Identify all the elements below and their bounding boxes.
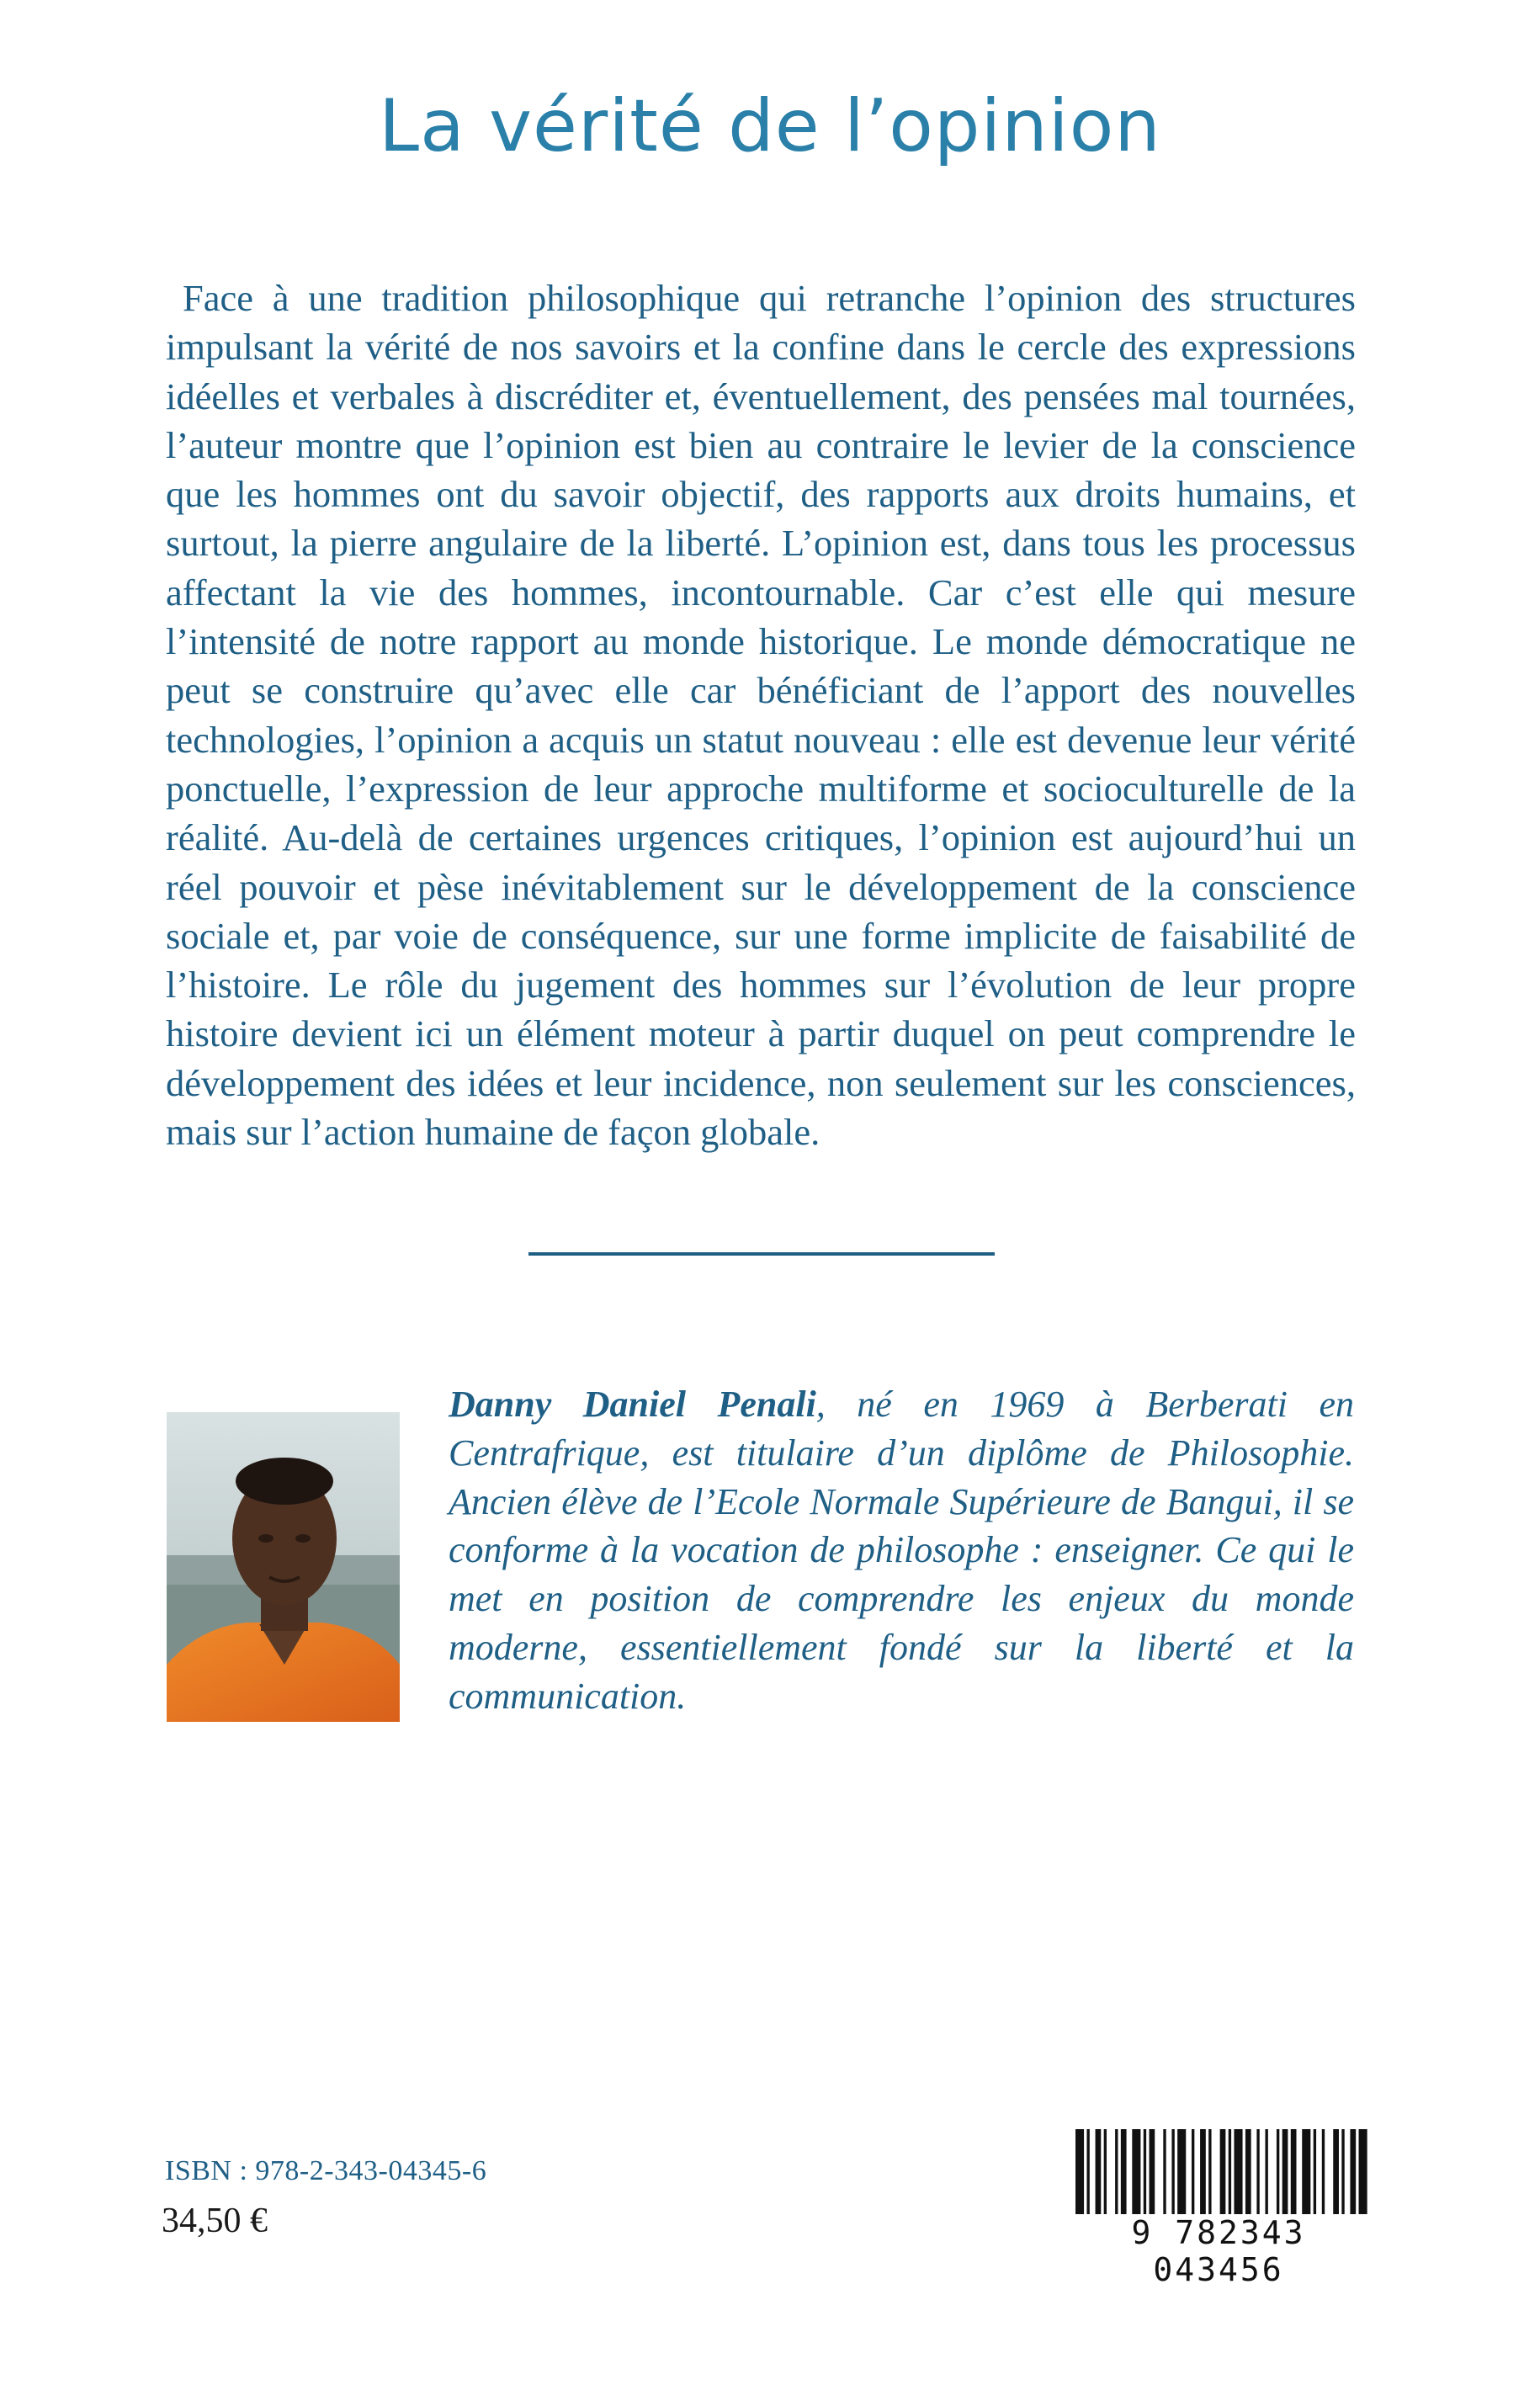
author-name: Danny Daniel Penali: [449, 1384, 816, 1425]
isbn: ISBN : 978-2-343-04345-6: [165, 2155, 487, 2186]
price: 34,50 €: [162, 2202, 268, 2240]
book-title: La vérité de l’opinion: [379, 84, 1161, 168]
divider-line: [528, 1252, 995, 1256]
book-summary: Face à une tradition philosophique qui retranche l’opinion des structures impulsant la vérité de nos savoirs et la confine dans le cercle des expressions idéelles et verbales à discréditer et, éventuellement, des pensées mal tournées, l’auteur montre que l’opinion est bien au contraire le levier de la conscience que les hommes ont du savoir objectif, des rapports aux droits humains, et surtout, la pierre angulaire de la liberté. L’opinion est, dans tous les processus affectant la vie des hommes, incontournable. Car c’est elle qui mesure l’intensité de notre rapport au monde historique. Le monde démocratique ne peut se construire qu’avec elle car bénéficiant de l’apport des nouvelles technologies, l’opinion a acquis un statut nouveau : elle est devenue leur vérité ponctuelle, l’expression de leur approche multiforme et socioculturelle de la réalité. Au-delà de certaines urgences critiques, l’opinion est aujourd’hui un réel pouvoir et pèse inévitablement sur le développement de la conscience sociale et, par voie de conséquence, sur une forme implicite de faisabilité de l’histoire. Le rôle du jugement des hommes sur l’évolution de leur propre histoire devient ici un élément moteur à partir duquel on peut comprendre le développement des idées et leur incidence, non seulement sur les consciences, mais sur l’action humaine de façon globale.: [166, 277, 1356, 1154]
author-bio-text: , né en 1969 à Berberati en Centrafrique, est titulaire d’un diplôme de Philosophie. Ancien élève de l’Ecole Normale Supérieure de Bangui, il se conforme à la vocation de philosophe : enseigner. Ce qui le met en position de comprendre les enjeux du monde moderne, essentiellement fondé sur la liberté et la communication.: [449, 1384, 1355, 1717]
author-photo: [167, 1412, 400, 1722]
author-bio: [449, 1380, 1354, 1721]
barcode-digits: 9 782343 043456: [1059, 2214, 1378, 2288]
